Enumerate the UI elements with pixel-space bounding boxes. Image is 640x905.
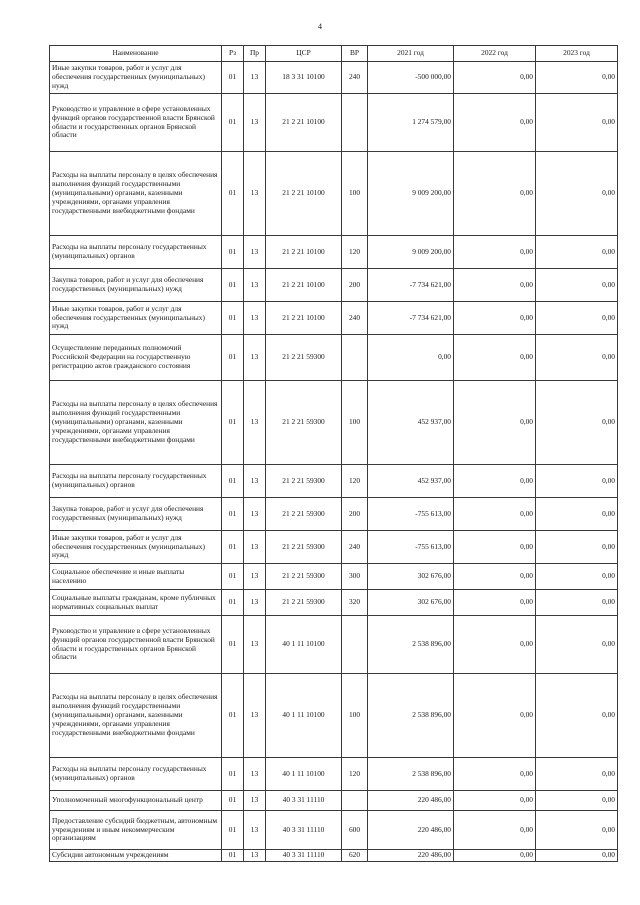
row-name: Руководство и управление в сфере установленных функций органов государственной власти Брянской области и государственных органов Брянской области (50, 94, 222, 152)
row-name: Закупка товаров, работ и услуг для обеспечения государственных (муниципальных) нужд (50, 269, 222, 302)
row-2021: 452 937,00 (368, 381, 454, 465)
row-2023: 0,00 (536, 269, 618, 302)
row-pr: 13 (244, 381, 266, 465)
row-csr: 21 2 21 59300 (266, 498, 342, 531)
table-row (50, 758, 618, 791)
row-rz: 01 (222, 850, 244, 862)
row-rz: 01 (222, 152, 244, 236)
row-2022: 0,00 (454, 531, 536, 564)
row-name: Осуществление переданных полномочий Российской Федерации на государственную регистрацию актов гражданского состояния (50, 335, 222, 381)
row-2021: 220 486,00 (368, 850, 454, 862)
row-2022: 0,00 (454, 335, 536, 381)
table-row (50, 269, 618, 302)
table-row (50, 62, 618, 94)
row-rz: 01 (222, 811, 244, 850)
row-csr: 40 3 31 11110 (266, 850, 342, 862)
row-pr: 13 (244, 616, 266, 674)
table-header-row (50, 46, 618, 62)
table-row (50, 498, 618, 531)
row-2021: 2 538 896,00 (368, 758, 454, 791)
row-rz: 01 (222, 758, 244, 791)
row-csr: 21 2 21 10100 (266, 152, 342, 236)
row-csr: 21 2 21 59300 (266, 381, 342, 465)
row-pr: 13 (244, 850, 266, 862)
row-2021: 220 486,00 (368, 811, 454, 850)
row-name: Иные закупки товаров, работ и услуг для обеспечения государственных (муниципальных) нужд (50, 531, 222, 564)
row-vr: 240 (342, 531, 368, 564)
row-2022: 0,00 (454, 674, 536, 758)
row-pr: 13 (244, 811, 266, 850)
row-2023: 0,00 (536, 811, 618, 850)
row-rz: 01 (222, 335, 244, 381)
row-2023: 0,00 (536, 590, 618, 616)
row-name: Иные закупки товаров, работ и услуг для обеспечения государственных (муниципальных) нужд (50, 302, 222, 335)
row-2021: -755 613,00 (368, 531, 454, 564)
row-2023: 0,00 (536, 850, 618, 862)
row-name: Расходы на выплаты персоналу в целях обеспечения выполнения функций государственными (муниципальными) органами, казенными учреждениями, органами управления государственными внебюджетными фондами (50, 381, 222, 465)
row-2021: -7 734 621,00 (368, 302, 454, 335)
row-name: Расходы на выплаты персоналу в целях обеспечения выполнения функций государственными (муниципальными) органами, казенными учреждениями, органами управления государственными внебюджетными фондами (50, 152, 222, 236)
table-row (50, 674, 618, 758)
row-csr: 21 2 21 10100 (266, 269, 342, 302)
row-vr: 300 (342, 564, 368, 590)
row-vr: 320 (342, 590, 368, 616)
row-rz: 01 (222, 269, 244, 302)
row-rz: 01 (222, 616, 244, 674)
row-rz: 01 (222, 590, 244, 616)
table-row (50, 531, 618, 564)
row-name: Социальные выплаты гражданам, кроме публичных нормативных социальных выплат (50, 590, 222, 616)
row-vr: 200 (342, 498, 368, 531)
row-name: Предоставление субсидий бюджетным, автономным учреждениям и иным некоммерческим организациям (50, 811, 222, 850)
row-vr: 120 (342, 236, 368, 269)
row-csr: 21 2 21 10100 (266, 302, 342, 335)
row-pr: 13 (244, 465, 266, 498)
row-name: Субсидии автономным учреждениям (50, 850, 222, 862)
col-header-csr: ЦСР (266, 46, 342, 62)
budget-table (49, 45, 618, 862)
row-2021: 452 937,00 (368, 465, 454, 498)
row-name: Иные закупки товаров, работ и услуг для обеспечения государственных (муниципальных) нужд (50, 62, 222, 94)
row-2023: 0,00 (536, 498, 618, 531)
row-2023: 0,00 (536, 674, 618, 758)
row-2021: 302 676,00 (368, 564, 454, 590)
row-csr: 21 2 21 59300 (266, 590, 342, 616)
row-csr: 18 3 31 10100 (266, 62, 342, 94)
page-number: 4 (318, 22, 322, 31)
row-vr: 100 (342, 381, 368, 465)
row-2021: 1 274 579,00 (368, 94, 454, 152)
row-name: Расходы на выплаты персоналу государственных (муниципальных) органов (50, 758, 222, 791)
table-row (50, 590, 618, 616)
col-header-2022: 2022 год (454, 46, 536, 62)
row-vr (342, 791, 368, 811)
col-header-pr: Пр (244, 46, 266, 62)
col-header-name: Наименование (50, 46, 222, 62)
row-2023: 0,00 (536, 791, 618, 811)
table-row (50, 152, 618, 236)
row-vr: 240 (342, 62, 368, 94)
table-row (50, 335, 618, 381)
row-2022: 0,00 (454, 758, 536, 791)
row-pr: 13 (244, 498, 266, 531)
row-2021: 2 538 896,00 (368, 616, 454, 674)
row-csr: 40 1 11 10100 (266, 758, 342, 791)
row-2021: 220 486,00 (368, 791, 454, 811)
table-row (50, 381, 618, 465)
row-2022: 0,00 (454, 152, 536, 236)
row-2022: 0,00 (454, 302, 536, 335)
row-pr: 13 (244, 758, 266, 791)
row-vr: 240 (342, 302, 368, 335)
row-2022: 0,00 (454, 811, 536, 850)
row-name: Закупка товаров, работ и услуг для обеспечения государственных (муниципальных) нужд (50, 498, 222, 531)
row-pr: 13 (244, 791, 266, 811)
table-row (50, 465, 618, 498)
table-row (50, 850, 618, 862)
row-2023: 0,00 (536, 381, 618, 465)
table-row (50, 236, 618, 269)
table-row (50, 94, 618, 152)
table-row (50, 616, 618, 674)
row-rz: 01 (222, 531, 244, 564)
row-rz: 01 (222, 564, 244, 590)
row-2022: 0,00 (454, 616, 536, 674)
row-rz: 01 (222, 381, 244, 465)
row-vr: 620 (342, 850, 368, 862)
row-vr: 200 (342, 269, 368, 302)
row-2021: 9 009 200,00 (368, 152, 454, 236)
row-2021: -755 613,00 (368, 498, 454, 531)
row-2023: 0,00 (536, 62, 618, 94)
table-row (50, 302, 618, 335)
row-2023: 0,00 (536, 302, 618, 335)
row-2022: 0,00 (454, 465, 536, 498)
row-rz: 01 (222, 302, 244, 335)
row-pr: 13 (244, 674, 266, 758)
row-name: Расходы на выплаты персоналу в целях обеспечения выполнения функций государственными (муниципальными) органами, казенными учреждениями, органами управления государственными внебюджетными фондами (50, 674, 222, 758)
row-vr: 120 (342, 465, 368, 498)
col-header-vr: ВР (342, 46, 368, 62)
col-header-rz: Рз (222, 46, 244, 62)
row-2022: 0,00 (454, 236, 536, 269)
row-2023: 0,00 (536, 152, 618, 236)
table-row (50, 791, 618, 811)
row-2021: 9 009 200,00 (368, 236, 454, 269)
col-header-2021: 2021 год (368, 46, 454, 62)
row-2023: 0,00 (536, 335, 618, 381)
row-csr: 21 2 21 59300 (266, 531, 342, 564)
row-2022: 0,00 (454, 564, 536, 590)
row-name: Уполномоченный многофункциональный центр (50, 791, 222, 811)
row-2022: 0,00 (454, 94, 536, 152)
row-pr: 13 (244, 94, 266, 152)
row-csr: 21 2 21 59300 (266, 564, 342, 590)
row-2022: 0,00 (454, 791, 536, 811)
row-vr: 100 (342, 152, 368, 236)
row-pr: 13 (244, 302, 266, 335)
row-rz: 01 (222, 674, 244, 758)
row-rz: 01 (222, 465, 244, 498)
row-vr (342, 94, 368, 152)
row-pr: 13 (244, 531, 266, 564)
row-2023: 0,00 (536, 236, 618, 269)
row-vr: 120 (342, 758, 368, 791)
row-pr: 13 (244, 590, 266, 616)
row-rz: 01 (222, 94, 244, 152)
row-csr: 40 1 11 10100 (266, 616, 342, 674)
row-vr (342, 335, 368, 381)
table-row (50, 564, 618, 590)
row-csr: 21 2 21 59300 (266, 335, 342, 381)
row-2022: 0,00 (454, 498, 536, 531)
row-pr: 13 (244, 62, 266, 94)
row-2021: -7 734 621,00 (368, 269, 454, 302)
row-pr: 13 (244, 335, 266, 381)
row-2022: 0,00 (454, 62, 536, 94)
row-csr: 21 2 21 10100 (266, 94, 342, 152)
row-vr (342, 616, 368, 674)
row-name: Руководство и управление в сфере установленных функций органов государственной власти Брянской области и государственных органов Брянской области (50, 616, 222, 674)
row-2022: 0,00 (454, 850, 536, 862)
row-pr: 13 (244, 564, 266, 590)
row-pr: 13 (244, 269, 266, 302)
table-row (50, 811, 618, 850)
row-2023: 0,00 (536, 616, 618, 674)
row-2023: 0,00 (536, 465, 618, 498)
row-csr: 40 1 11 10100 (266, 674, 342, 758)
row-vr: 100 (342, 674, 368, 758)
row-2022: 0,00 (454, 590, 536, 616)
row-2021: 302 676,00 (368, 590, 454, 616)
row-rz: 01 (222, 62, 244, 94)
col-header-2023: 2023 год (536, 46, 618, 62)
row-2022: 0,00 (454, 381, 536, 465)
row-2023: 0,00 (536, 531, 618, 564)
row-2023: 0,00 (536, 758, 618, 791)
row-name: Расходы на выплаты персоналу государственных (муниципальных) органов (50, 236, 222, 269)
row-2022: 0,00 (454, 269, 536, 302)
row-csr: 21 2 21 10100 (266, 236, 342, 269)
row-rz: 01 (222, 498, 244, 531)
row-2023: 0,00 (536, 94, 618, 152)
row-csr: 21 2 21 59300 (266, 465, 342, 498)
row-csr: 40 3 31 11110 (266, 811, 342, 850)
row-rz: 01 (222, 791, 244, 811)
row-pr: 13 (244, 236, 266, 269)
row-name: Расходы на выплаты персоналу государственных (муниципальных) органов (50, 465, 222, 498)
row-2021: 0,00 (368, 335, 454, 381)
row-rz: 01 (222, 236, 244, 269)
row-csr: 40 3 31 11110 (266, 791, 342, 811)
row-vr: 600 (342, 811, 368, 850)
row-2021: -500 000,00 (368, 62, 454, 94)
row-pr: 13 (244, 152, 266, 236)
row-2023: 0,00 (536, 564, 618, 590)
row-name: Социальное обеспечение и иные выплаты населению (50, 564, 222, 590)
row-2021: 2 538 896,00 (368, 674, 454, 758)
